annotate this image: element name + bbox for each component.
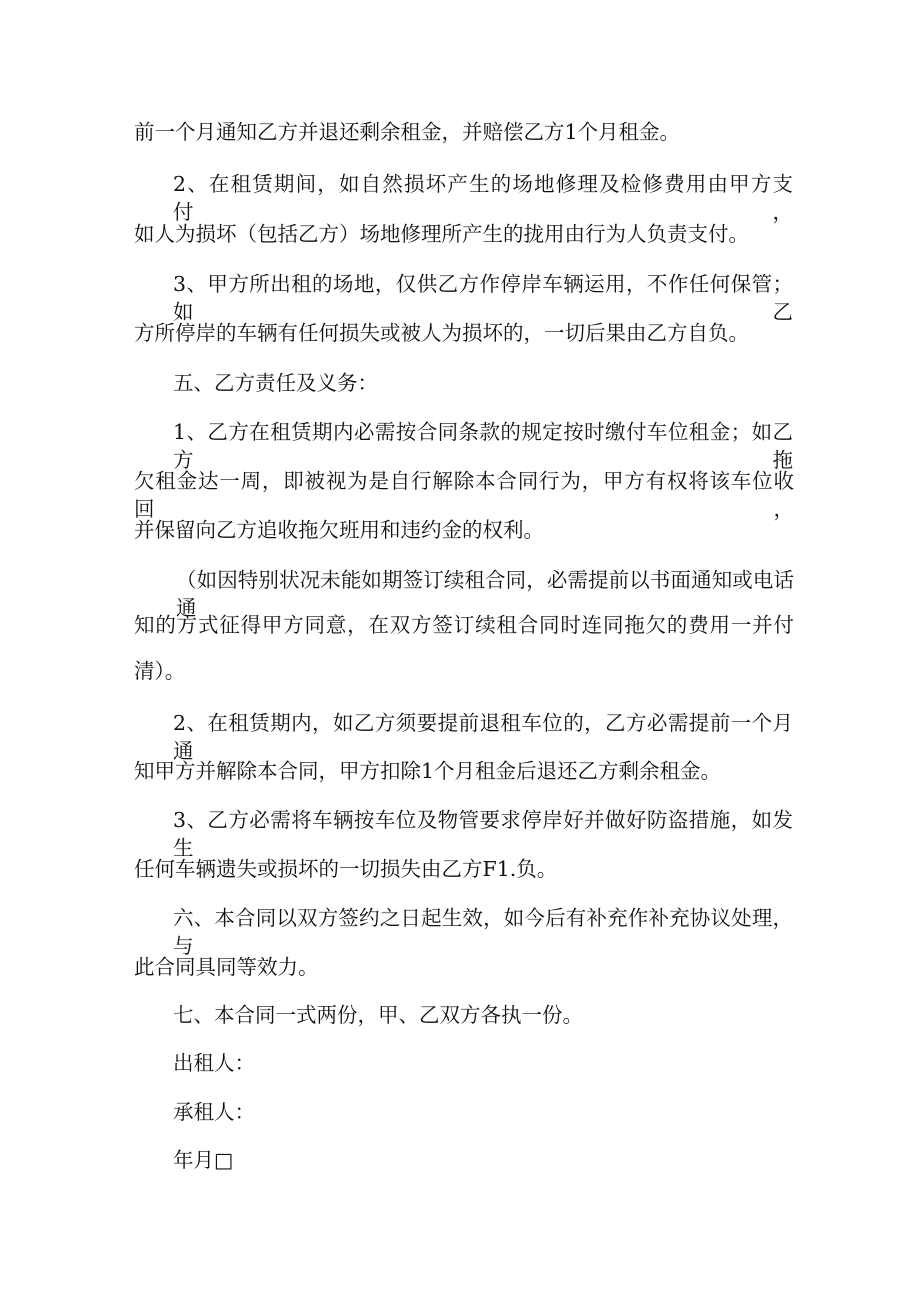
section-5-heading: 五、乙方责任及义务： bbox=[173, 371, 378, 395]
clause-5-3-line-1: 3、乙方必需将车辆按车位及物管要求停岸好并做好防盗措施，如发生 bbox=[173, 808, 793, 860]
date-line: 年月□ bbox=[173, 1148, 234, 1172]
clause-5-1-line-1: 1、乙方在租赁期内必需按合同条款的规定按时缴付车位租金；如乙方拖 bbox=[173, 420, 793, 472]
lessee-signature-line: 承租人： bbox=[173, 1100, 255, 1124]
clause-5-3-line-2: 任何车辆遗失或损坏的一切损失由乙方F1.负。 bbox=[134, 857, 558, 881]
clause-4-2-line-2: 如人为损坏（包括乙方）场地修理所产生的拢用由行为人负责支付。 bbox=[134, 222, 749, 246]
note-line-1: （如因特别状况未能如期签订续租合同，必需提前以书面通知或电话通 bbox=[176, 568, 794, 620]
note-line-2: 知的方式征得甲方同意，在双方签订续租合同时连同拖欠的费用一并付 bbox=[134, 613, 794, 637]
section-7-line: 七、本合同一式两份，甲、乙双方各执一份。 bbox=[173, 1003, 583, 1027]
clause-4-2-line-1: 2、在租赁期间，如自然损坏产生的场地修理及检修费用由甲方支付， bbox=[173, 172, 793, 224]
clause-5-2-line-1: 2、在租赁期内，如乙方须要提前退租车位的，乙方必需提前一个月通 bbox=[173, 711, 793, 763]
note-line-3: 清）。 bbox=[134, 659, 186, 683]
clause-5-1-line-3: 并保留向乙方追收拖欠班用和违约金的权利。 bbox=[134, 518, 544, 542]
lessor-signature-line: 出租人： bbox=[173, 1051, 255, 1075]
clause-4-3-line-2: 方所停岸的车辆有任何损失或被人为损坏的，一切后果由乙方自负。 bbox=[134, 321, 749, 345]
paragraph-line-1: 前一个月通知乙方并退还剩余租金，并赔偿乙方1个月租金。 bbox=[134, 120, 681, 144]
clause-5-1-line-2: 欠租金达一周，即被视为是自行解除本合同行为，甲方有权将该车位收回， bbox=[134, 469, 794, 521]
section-6-line-2: 此合同具同等效力。 bbox=[134, 955, 319, 979]
clause-4-3-line-1: 3、甲方所出租的场地，仅供乙方作停岸车辆运用，不作任何保管；如乙 bbox=[173, 272, 793, 324]
section-6-line-1: 六、本合同以双方签约之日起生效，如今后有补充作补充协议处理，与 bbox=[173, 906, 793, 958]
clause-5-2-line-2: 知甲方并解除本合同，甲方扣除1个月租金后退还乙方剩余租金。 bbox=[134, 759, 722, 783]
